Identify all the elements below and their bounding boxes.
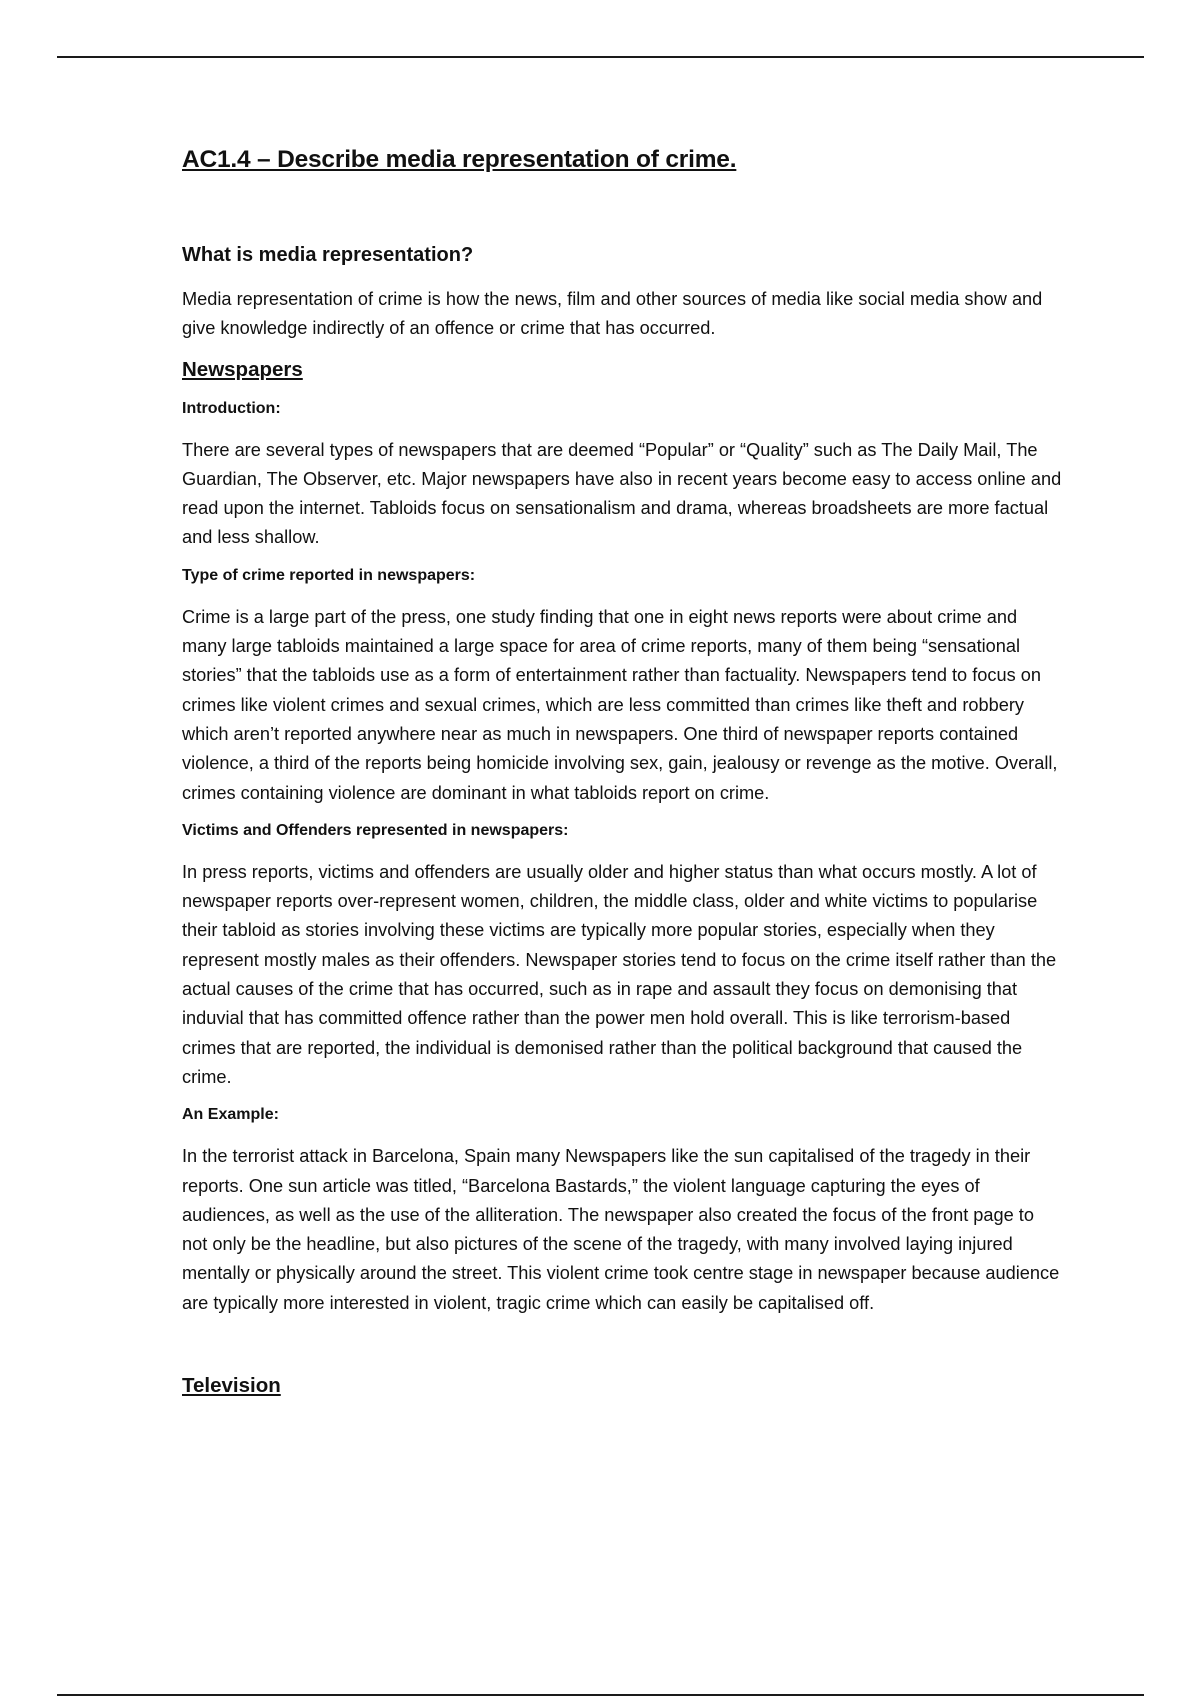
crime-type-label: Type of crime reported in newspapers: — [182, 566, 476, 584]
victims-offenders-paragraph: In press reports, victims and offenders are usually older and higher status than what occurs mostly. A lot of newspaper reports over-represent women, children, the middle class, older and white victims to popularise their tabloid as stories involving these victims are typically more popular stories, especially when they represent mostly males as their offenders. Newspaper stories tend to focus on the crime itself rather than the actual causes of the crime that has occurred, such as in rape and assault they focus on demonising that induvial that has committed offence rather than the power men hold overall. This is like terrorism-based crimes that are reported, the individual is demonised rather than the political background that caused the crime. — [182, 861, 1057, 1087]
example-label: An Example: — [182, 1106, 279, 1124]
intro-paragraph: Media representation of crime is how the news, film and other sources of media like social media show and give knowledge indirectly of an offence or crime that has occurred. — [182, 289, 1043, 339]
crime-type-paragraph: Crime is a large part of the press, one study finding that one in eight news reports were about crime and many large tabloids maintained a large space for area of crime reports, many of them being “sensational stories” that the tabloids use as a form of entertainment rather than factuality. Newspapers tend to focus on crimes like violent crimes and sexual crimes, which are less committed than crimes like theft and robbery which aren’t reported anywhere near as much in newspapers. One third of newspaper reports contained violence, a third of the reports being homicide involving sex, gain, jealousy or revenge as the motive. Overall, crimes containing violence are dominant in what tabloids report on crime. — [182, 606, 1058, 803]
victims-offenders-label: Victims and Offenders represented in newspapers: — [182, 821, 569, 839]
document-title: AC1.4 – Describe media representation of crime. — [182, 146, 737, 173]
page-bottom-rule — [57, 1694, 1144, 1696]
page-top-rule — [57, 56, 1144, 58]
document-body — [182, 146, 1062, 1416]
introduction-paragraph: There are several types of newspapers that are deemed “Popular” or “Quality” such as The Daily Mail, The Guardian, The Observer, etc. Major newspapers have also in recent years become easy to access online and read upon the internet. Tabloids focus on sensationalism and drama, whereas broadsheets are more factual and less shallow. — [182, 439, 1062, 548]
introduction-label: Introduction: — [182, 399, 281, 417]
intro-heading: What is media representation? — [182, 244, 474, 266]
television-heading: Television — [182, 1374, 281, 1398]
newspapers-heading: Newspapers — [182, 357, 303, 381]
example-paragraph: In the terrorist attack in Barcelona, Spain many Newspapers like the sun capitalised of the tragedy in their reports. One sun article was titled, “Barcelona Bastards,” the violent language capturing the eyes of audiences, as well as the use of the alliteration. The newspaper also created the focus of the front page to not only be the headline, but also pictures of the scene of the tragedy, with many involved laying injured mentally or physically around the street. This violent crime took centre stage in newspaper because audience are typically more interested in violent, tragic crime which can easily be capitalised off. — [182, 1146, 1060, 1313]
